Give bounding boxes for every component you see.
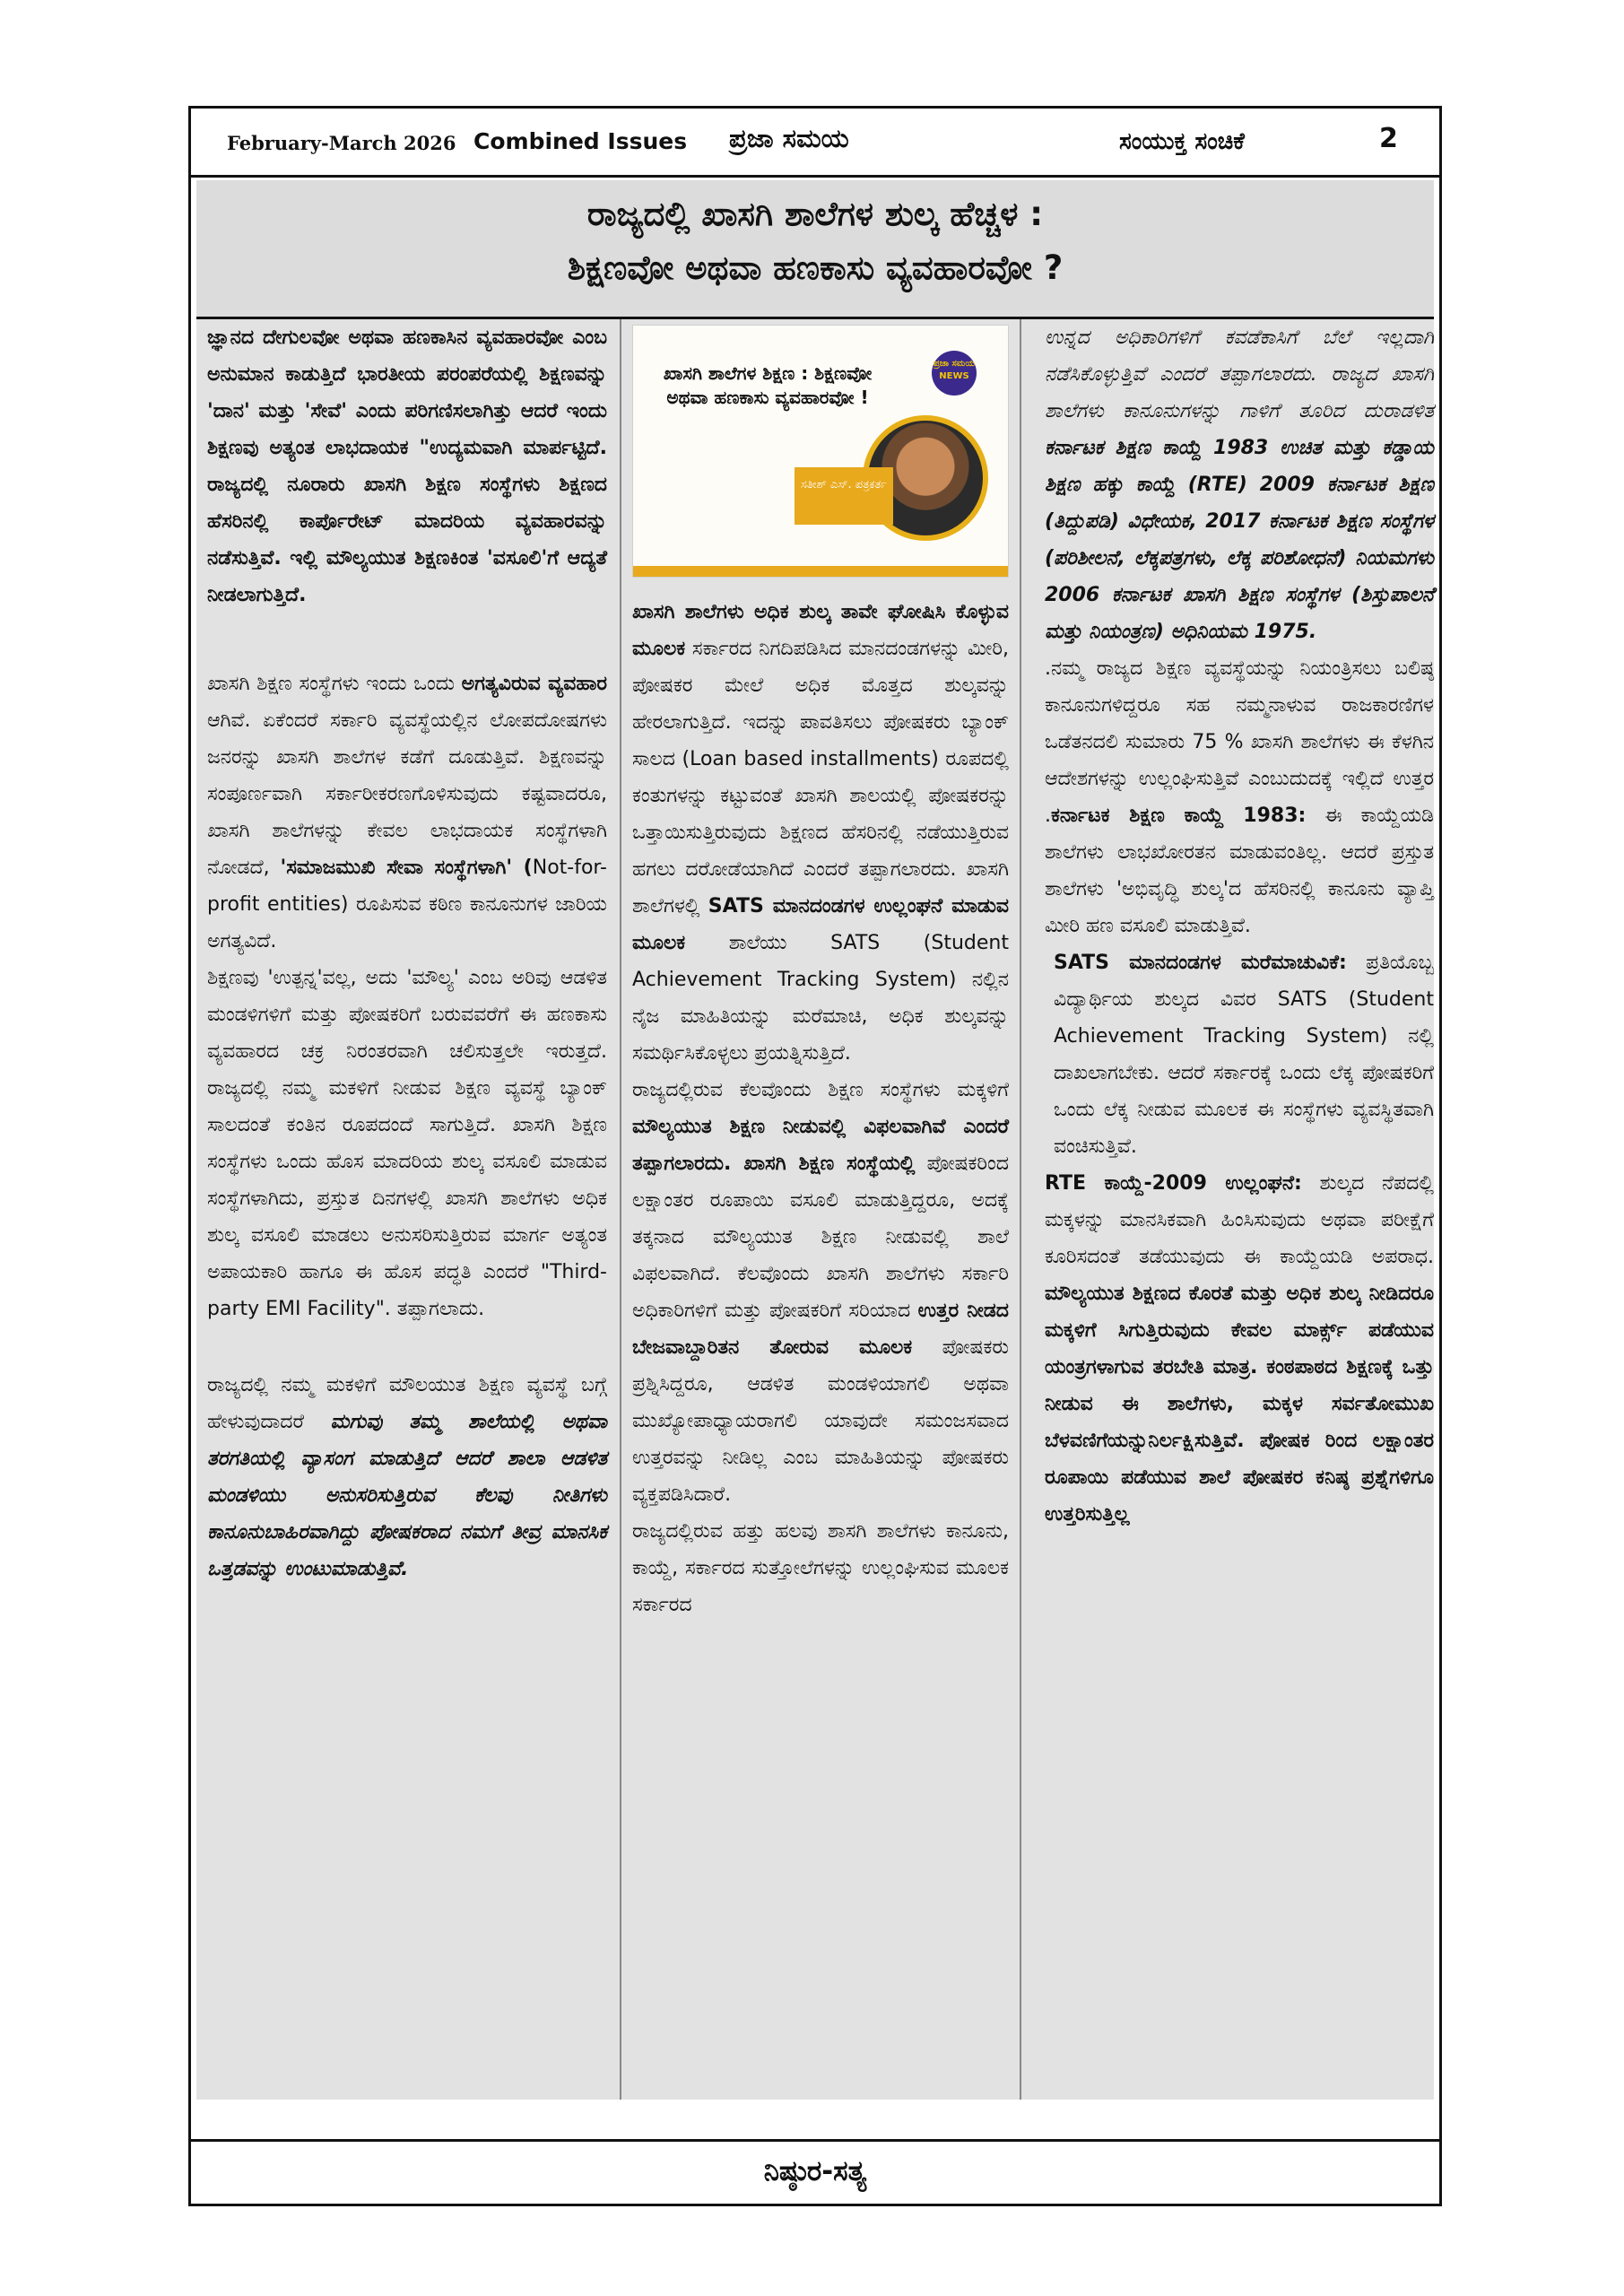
column-3	[1034, 319, 1434, 2100]
column-2	[620, 319, 1021, 2100]
paragraph: ಜ್ಞಾನದ ದೇಗುಲವೋ ಅಥವಾ ಹಣಕಾಸಿನ ವ್ಯವಹಾರವೋ ಎಂಬ ಅನುಮಾನ ಕಾಡುತ್ತಿದೆ ಭಾರತೀಯ ಪರಂಪರೆಯಲ್ಲಿ ಶಿಕ್ಷಣವನ್ನು 'ದಾನ' ಮತ್ತು 'ಸೇವೆ' ಎಂದು ಪರಿಗಣಿಸಲಾಗಿತ್ತು ಆದರೆ ಇಂದು ಶಿಕ್ಷಣವು ಅತ್ಯಂತ ಲಾಭದಾಯಕ "ಉದ್ಯಮವಾಗಿ ಮಾರ್ಪಟ್ಟಿದೆ. ರಾಜ್ಯದಲ್ಲಿ ನೂರಾರು ಖಾಸಗಿ ಶಿಕ್ಷಣ ಸಂಸ್ಥೆಗಳು ಶಿಕ್ಷಣದ ಹೆಸರಿನಲ್ಲಿ ಕಾರ್ಪೊರೇಟ್ ಮಾದರಿಯ ವ್ಯವಹಾರವನ್ನು ನಡೆಸುತ್ತಿವೆ. ಇಲ್ಲಿ ಮೌಲ್ಯಯುತ ಶಿಕ್ಷಣಕಿಂತ 'ವಸೂಲಿ'ಗೆ ಆದ್ಯತೆ ನೀಡಲಾಗುತ್ತಿದೆ.	[207, 326, 607, 606]
column-1	[207, 319, 607, 2100]
newspaper-title: ಪ್ರಜಾ ಸಮಯ	[729, 123, 849, 153]
paragraph: ಖಾಸಗಿ ಶಾಲೆಗಳು ಅಧಿಕ ಶುಲ್ಕ ತಾವೇ ಘೋಷಿಸಿ ಕೊಳ್ಳುವ ಮೂಲಕ ಸರ್ಕಾರದ ನಿಗದಿಪಡಿಸಿದ ಮಾನದಂಡಗಳನ್ನು ಮೀರಿ, ಪೋಷಕರ ಮೇಲೆ ಅಧಿಕ ಮೊತ್ತದ ಶುಲ್ಕವನ್ನು ಹೇರಲಾಗುತ್ತಿದೆ. ಇದನ್ನು ಪಾವತಿಸಲು ಪೋಷಕರು ಬ್ಯಾಂಕ್ ಸಾಲದ (Loan based installments) ರೂಪದಲ್ಲಿ ಕಂತುಗಳನ್ನು ಕಟ್ಟುವಂತೆ ಖಾಸಗಿ ಶಾಲಯಲ್ಲಿ ಪೋಷಕರನ್ನು ಒತ್ತಾಯಿಸುತ್ತಿರುವುದು ಶಿಕ್ಷಣದ ಹೆಸರಿನಲ್ಲಿ ನಡೆಯುತ್ತಿರುವ ಹಗಲು ದರೋಡೆಯಾಗಿದೆ ಎಂದರೆ ತಪ್ಪಾಗಲಾರದು. ಖಾಸಗಿ ಶಾಲೆಗಳಲ್ಲಿ SATS ಮಾನದಂಡಗಳ ಉಲ್ಲಂಘನೆ ಮಾಡುವ ಮೂಲಕ ಶಾಲೆಯು SATS (Student Achievement Tracking System) ನಲ್ಲಿನ ನೈಜ ಮಾಹಿತಿಯನ್ನು ಮರೆಮಾಚಿ, ಅಧಿಕ ಶುಲ್ಕವನ್ನು ಸಮರ್ಥಿಸಿಕೊಳ್ಳಲು ಪ್ರಯತ್ನಿಸುತ್ತಿದೆ.	[632, 601, 1009, 1065]
author-banner: ಸತೀಶ್ ಎಸ್. ಪತ್ರಕರ್ತ	[795, 467, 893, 525]
paragraph: ರಾಜ್ಯದಲ್ಲಿರುವ ಹತ್ತು ಹಲವು ಶಾಸಗಿ ಶಾಲೆಗಳು ಕಾನೂನು, ಕಾಯ್ದೆ, ಸರ್ಕಾರದ ಸುತ್ತೋಲೆಗಳನ್ನು ಉಲ್ಲಂಘಿಸುವ ಮೂಲಕ ಸರ್ಕಾರದ	[632, 1520, 1009, 1616]
paragraph: RTE ಕಾಯ್ದೆ-2009 ಉಲ್ಲಂಘನೆ: ಶುಲ್ಕದ ನೆಪದಲ್ಲಿ ಮಕ್ಕಳನ್ನು ಮಾನಸಿಕವಾಗಿ ಹಿಂಸಿಸುವುದು ಅಥವಾ ಪರೀಕ್ಷೆಗೆ ಕೂರಿಸದಂತೆ ತಡೆಯುವುದು ಈ ಕಾಯ್ದೆಯಡಿ ಅಪರಾಧ. ಮೌಲ್ಯಯುತ ಶಿಕ್ಷಣದ ಕೊರತೆ ಮತ್ತು ಅಧಿಕ ಶುಲ್ಕ ನೀಡಿದರೂ ಮಕ್ಕಳಿಗೆ ಸಿಗುತ್ತಿರುವುದು ಕೇವಲ ಮಾರ್ಕ್ಸ್ ಪಡೆಯುವ ಯಂತ್ರಗಳಾಗುವ ತರಬೇತಿ ಮಾತ್ರ. ಕಂಠಪಾಠದ ಶಿಕ್ಷಣಕ್ಕೆ ಒತ್ತು ನೀಡುವ ಈ ಶಾಲೆಗಳು, ಮಕ್ಕಳ ಸರ್ವತೋಮುಖ ಬೆಳವಣಿಗೆಯನ್ನುನಿರ್ಲಕ್ಷಿಸುತ್ತಿವೆ. ಪೋಷಕ ರಿಂದ ಲಕ್ಷಾಂತರ ರೂಪಾಯಿ ಪಡೆಯುವ ಶಾಲೆ ಪೋಷಕರ ಕನಿಷ್ಠ ಪ್ರಶ್ನೆಗಳಿಗೂ ಉತ್ತರಿಸುತ್ತಿಲ್ಲ	[1045, 1172, 1435, 1526]
footer-motto: ನಿಷ್ಠುರ-ಸತ್ಯ	[763, 2155, 867, 2187]
article-headline	[196, 180, 1434, 319]
paragraph: SATS ಮಾನದಂಡಗಳ ಮರೆಮಾಚುವಿಕೆ: ಪ್ರತಿಯೊಬ್ಬ ವಿದ್ಯಾರ್ಥಿಯ ಶುಲ್ಕದ ವಿವರ SATS (Student Achievement Tracking System) ನಲ್ಲಿ ದಾಖಲಾಗಬೇಕು. ಆದರೆ ಸರ್ಕಾರಕ್ಕೆ ಒಂದು ಲೆಕ್ಕ ಪೋಷಕರಿಗೆ ಒಂದು ಲೆಕ್ಕ ನೀಡುವ ಮೂಲಕ ಈ ಸಂಸ್ಥೆಗಳು ವ್ಯವಸ್ಥಿತವಾಗಿ ವಂಚಿಸುತ್ತಿವೆ.	[1054, 952, 1434, 1158]
paragraph: ಶಿಕ್ಷಣವು 'ಉತ್ಪನ್ನ'ವಲ್ಲ, ಅದು 'ಮೌಲ್ಯ' ಎಂಬ ಅರಿವು ಆಡಳಿತ ಮಂಡಳಿಗಳಿಗೆ ಮತ್ತು ಪೋಷಕರಿಗೆ ಬರುವವರೆಗೆ ಈ ಹಣಕಾಸು ವ್ಯವಹಾರದ ಚಕ್ರ ನಿರಂತರವಾಗಿ ಚಲಿಸುತ್ತಲೇ ಇರುತ್ತದೆ. ರಾಜ್ಯದಲ್ಲಿ ನಮ್ಮ ಮಕಳಿಗೆ ನೀಡುವ ಶಿಕ್ಷಣ ವ್ಯವಸ್ಥೆ ಬ್ಯಾಂಕ್ ಸಾಲದಂತೆ ಕಂತಿನ ರೂಪದಂದೆ ಸಾಗುತ್ತಿದೆ. ಖಾಸಗಿ ಶಿಕ್ಷಣ ಸಂಸ್ಥೆಗಳು ಒಂದು ಹೊಸ ಮಾದರಿಯ ಶುಲ್ಕ ವಸೂಲಿ ಮಾಡುವ ಸಂಸ್ಥೆಗಳಾಗಿದು, ಪ್ರಸ್ತುತ ದಿನಗಳಲ್ಲಿ ಖಾಸಗಿ ಶಾಲೆಗಳು ಅಧಿಕ ಶುಲ್ಕ ವಸೂಲಿ ಮಾಡಲು ಅನುಸರಿಸುತ್ತಿರುವ ಮಾರ್ಗ ಅತ್ಯಂತ ಅಪಾಯಕಾರಿ ಹಾಗೂ ಈ ಹೊಸ ಪದ್ಧತಿ ಎಂದರೆ "Third-party EMI Facility". ತಪ್ಪಾಗಲಾದು.	[207, 967, 607, 1320]
page-number: 2	[1379, 123, 1398, 154]
paragraph: ರಾಜ್ಯದಲ್ಲಿರುವ ಕೆಲವೊಂದು ಶಿಕ್ಷಣ ಸಂಸ್ಥೆಗಳು ಮಕ್ಕಳಿಗೆ ಮೌಲ್ಯಯುತ ಶಿಕ್ಷಣ ನೀಡುವಲ್ಲಿ ವಿಫಲವಾಗಿವೆ ಎಂದರೆ ತಪ್ಪಾಗಲಾರದು. ಖಾಸಗಿ ಶಿಕ್ಷಣ ಸಂಸ್ಥೆಯಲ್ಲಿ ಪೋಷಕರಿಂದ ಲಕ್ಷಾಂತರ ರೂಪಾಯಿ ವಸೂಲಿ ಮಾಡುತ್ತಿದ್ದರೂ, ಅದಕ್ಕೆ ತಕ್ಕನಾದ ಮೌಲ್ಯಯುತ ಶಿಕ್ಷಣ ನೀಡುವಲ್ಲಿ ಶಾಲೆ ವಿಫಲವಾಗಿದೆ. ಕೆಲವೊಂದು ಖಾಸಗಿ ಶಾಲೆಗಳು ಸರ್ಕಾರಿ ಅಧಿಕಾರಿಗಳಿಗೆ ಮತ್ತು ಪೋಷಕರಿಗೆ ಸರಿಯಾದ ಉತ್ತರ ನೀಡದ ಬೇಜವಾಬ್ದಾರಿತನ ತೋರುವ ಮೂಲಕ ಪೋಷಕರು ಪ್ರಶ್ನಿಸಿದ್ದರೂ, ಆಡಳಿತ ಮಂಡಳಿಯಾಗಲಿ ಅಥವಾ ಮುಖ್ಯೋಪಾಧ್ಯಾಯರಾಗಲಿ ಯಾವುದೇ ಸಮಂಜಸವಾದ ಉತ್ತರವನ್ನು ನೀಡಿಲ್ಲ ಎಂಬ ಮಾಹಿತಿಯನ್ನು ಪೋಷಕರು ವ್ಯಕ್ತಪಡಿಸಿದಾರೆ.	[632, 1079, 1010, 1506]
paragraph: ಖಾಸಗಿ ಶಿಕ್ಷಣ ಸಂಸ್ಥೆಗಳು ಇಂದು ಒಂದು ಅಗತ್ಯವಿರುವ ವ್ಯವಹಾರ ಆಗಿವೆ. ಏಕೆಂದರೆ ಸರ್ಕಾರಿ ವ್ಯವಸ್ಥೆಯಲ್ಲಿನ ಲೋಪದೋಷಗಳು ಜನರನ್ನು ಖಾಸಗಿ ಶಾಲೆಗಳ ಕಡೆಗೆ ದೂಡುತ್ತಿವೆ. ಶಿಕ್ಷಣವನ್ನು ಸಂಪೂರ್ಣವಾಗಿ ಸರ್ಕಾರೀಕರಣಗೊಳಿಸುವುದು ಕಷ್ಟವಾದರೂ, ಖಾಸಗಿ ಶಾಲೆಗಳನ್ನು ಕೇವಲ ಲಾಭದಾಯಕ ಸಂಸ್ಥೆಗಳಾಗಿ ನೋಡದೆ, 'ಸಮಾಜಮುಖಿ ಸೇವಾ ಸಂಸ್ಥೆಗಳಾಗಿ' (Not-for-profit entities) ರೂಪಿಸುವ ಕಠಿಣ ಕಾನೂನುಗಳ ಜಾರಿಯ ಅಗತ್ಯವಿದೆ.	[207, 673, 608, 952]
samyukta-label: ಸಂಯುಕ್ತ ಸಂಚಿಕೆ	[1119, 128, 1245, 155]
page-frame	[188, 106, 1442, 2206]
masthead	[191, 109, 1439, 178]
combined-issues-label: Combined Issues	[473, 128, 688, 154]
promo-caption: ಖಾಸಗಿ ಶಾಲೆಗಳ ಶಿಕ್ಷಣ : ಶಿಕ್ಷಣವೋ ಅಥವಾ ಹಣಕಾಸು ವ್ಯವಹಾರವೋ !	[663, 362, 873, 408]
article-body	[196, 319, 1434, 2100]
paragraph: ರಾಜ್ಯದಲ್ಲಿ ನಮ್ಮ ಮಕಳಿಗೆ ಮೌಲಯುತ ಶಿಕ್ಷಣ ವ್ಯವಸ್ಥೆ ಬಗ್ಗೆ ಹೇಳುವುದಾದರೆ ಮಗುವು ತಮ್ಮ ಶಾಲೆಯಲ್ಲಿ ಅಥವಾ ತರಗತಿಯಲ್ಲಿ ವ್ಯಾಸಂಗ ಮಾಡುತ್ತಿದೆ ಆದರೆ ಶಾಲಾ ಆಡಳಿತ ಮಂಡಳಿಯು ಅನುಸರಿಸುತ್ತಿರುವ ಕೆಲವು ನೀತಿಗಳು ಕಾನೂನುಬಾಹಿರವಾಗಿದ್ದು ಪೋಷಕರಾದ ನಮಗೆ ತೀವ್ರ ಮಾನಸಿಕ ಒತ್ತಡವನ್ನು ಉಂಟುಮಾಡುತ್ತಿವೆ.	[207, 1374, 607, 1580]
footer	[191, 2139, 1439, 2204]
paragraph: ಉನ್ನದ ಅಧಿಕಾರಿಗಳಿಗೆ ಕವಡೆಕಾಸಿಗೆ ಬೆಲೆ ಇಲ್ಲದಾಗಿ ನಡೆಸಿಕೊಳ್ಳುತ್ತಿವೆ ಎಂದರೆ ತಪ್ಪಾಗಲಾರದು. ರಾಜ್ಯದ ಖಾಸಗಿ ಶಾಲೆಗಳು ಕಾನೂನುಗಳನ್ನು ಗಾಳಿಗೆ ತೂರಿದ ದುರಾಡಳಿತ ಕರ್ನಾಟಕ ಶಿಕ್ಷಣ ಕಾಯ್ದೆ 1983 ಉಚಿತ ಮತ್ತು ಕಡ್ಡಾಯ ಶಿಕ್ಷಣ ಹಕ್ಕು ಕಾಯ್ದೆ (RTE) 2009 ಕರ್ನಾಟಕ ಶಿಕ್ಷಣ (ತಿದ್ದುಪಡಿ) ವಿಧೇಯಕ, 2017 ಕರ್ನಾಟಕ ಶಿಕ್ಷಣ ಸಂಸ್ಥೆಗಳ (ಪರಿಶೀಲನೆ, ಲೆಕ್ಕಪತ್ರಗಳು, ಲೆಕ್ಕ ಪರಿಶೋಧನೆ) ನಿಯಮಗಳು 2006 ಕರ್ನಾಟಕ ಖಾಸಗಿ ಶಿಕ್ಷಣ ಸಂಸ್ಥೆಗಳ (ಶಿಸ್ತುಪಾಲನೆ ಮತ್ತು ನಿಯಂತ್ರಣ) ಅಧಿನಿಯಮ 1975.	[1045, 326, 1434, 643]
promo-image	[632, 325, 1009, 578]
paragraph: .ನಮ್ಮ ರಾಜ್ಯದ ಶಿಕ್ಷಣ ವ್ಯವಸ್ಥೆಯನ್ನು ನಿಯಂತ್ರಿಸಲು ಬಲಿಷ್ಠ ಕಾನೂನುಗಳಿದ್ದರೂ ಸಹ ನಮ್ಮನಾಳುವ ರಾಜಕಾರಣಿಗಳ ಒಡೆತನದಲಿ ಸುಮಾರು 75 % ಖಾಸಗಿ ಶಾಲೆಗಳು ಈ ಕೆಳಗಿನ ಆದೇಶಗಳನ್ನು ಉಲ್ಲಂಘಿಸುತ್ತಿವೆ ಎಂಬುದುದಕ್ಕೆ ಇಲ್ಲಿದೆ ಉತ್ತರ .ಕರ್ನಾಟಕ ಶಿಕ್ಷಣ ಕಾಯ್ದೆ 1983: ಈ ಕಾಯ್ದೆಯಡಿ ಶಾಲೆಗಳು ಲಾಭಖೋರತನ ಮಾಡುವಂತಿಲ್ಲ. ಆದರೆ ಪ್ರಸ್ತುತ ಶಾಲೆಗಳು 'ಅಭಿವೃದ್ಧಿ ಶುಲ್ಕ'ದ ಹೆಸರಿನಲ್ಲಿ ಕಾನೂನು ವ್ಯಾಪ್ತಿ ಮೀರಿ ಹಣ ವಸೂಲಿ ಮಾಡುತ್ತಿವೆ.	[1045, 657, 1434, 937]
headline-line-1: ರಾಜ್ಯದಲ್ಲಿ ಖಾಸಗಿ ಶಾಲೆಗಳ ಶುಲ್ಕ ಹೆಚ್ಚಳ :	[586, 195, 1044, 233]
praja-samaya-logo: ಪ್ರಜಾ ಸಮಯ NEWS	[932, 351, 977, 396]
issue-date: February-March 2026	[227, 132, 456, 154]
headline-line-2: ಶಿಕ್ಷಣವೋ ಅಥವಾ ಹಣಕಾಸು ವ್ಯವಹಾರವೋ ?	[567, 248, 1064, 287]
